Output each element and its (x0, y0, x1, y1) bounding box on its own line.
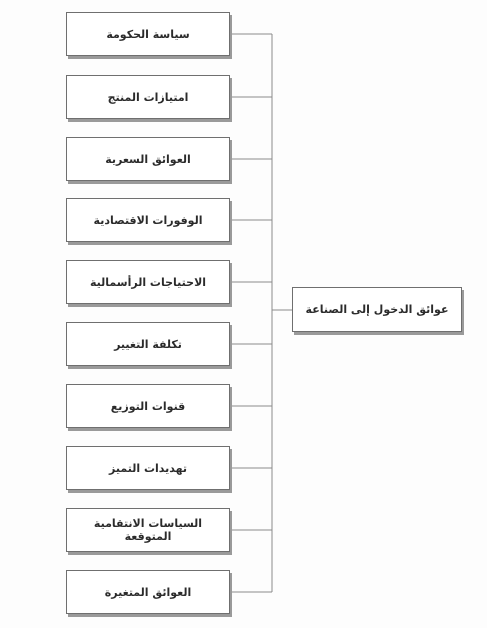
item-government-policy: سياسة الحكومة (66, 12, 230, 56)
main-node-entry-barriers: عوائق الدخول إلى الصناعة (292, 287, 462, 332)
item-economies-of-scale: الوفورات الاقتصادية (66, 198, 230, 242)
item-capital-requirements: الاحتياجات الرأسمالية (66, 260, 230, 304)
item-expected-retaliation: السياسات الانتقامية المتوقعة (66, 508, 230, 552)
item-differentiation-threats: تهديدات التميز (66, 446, 230, 490)
item-distribution-channels: قنوات التوزيع (66, 384, 230, 428)
item-variable-barriers: العوائق المتغيرة (66, 570, 230, 614)
item-switching-cost: تكلفة التغيير (66, 322, 230, 366)
item-product-privileges: امتيازات المنتج (66, 75, 230, 119)
item-price-barriers: العوائق السعرية (66, 137, 230, 181)
